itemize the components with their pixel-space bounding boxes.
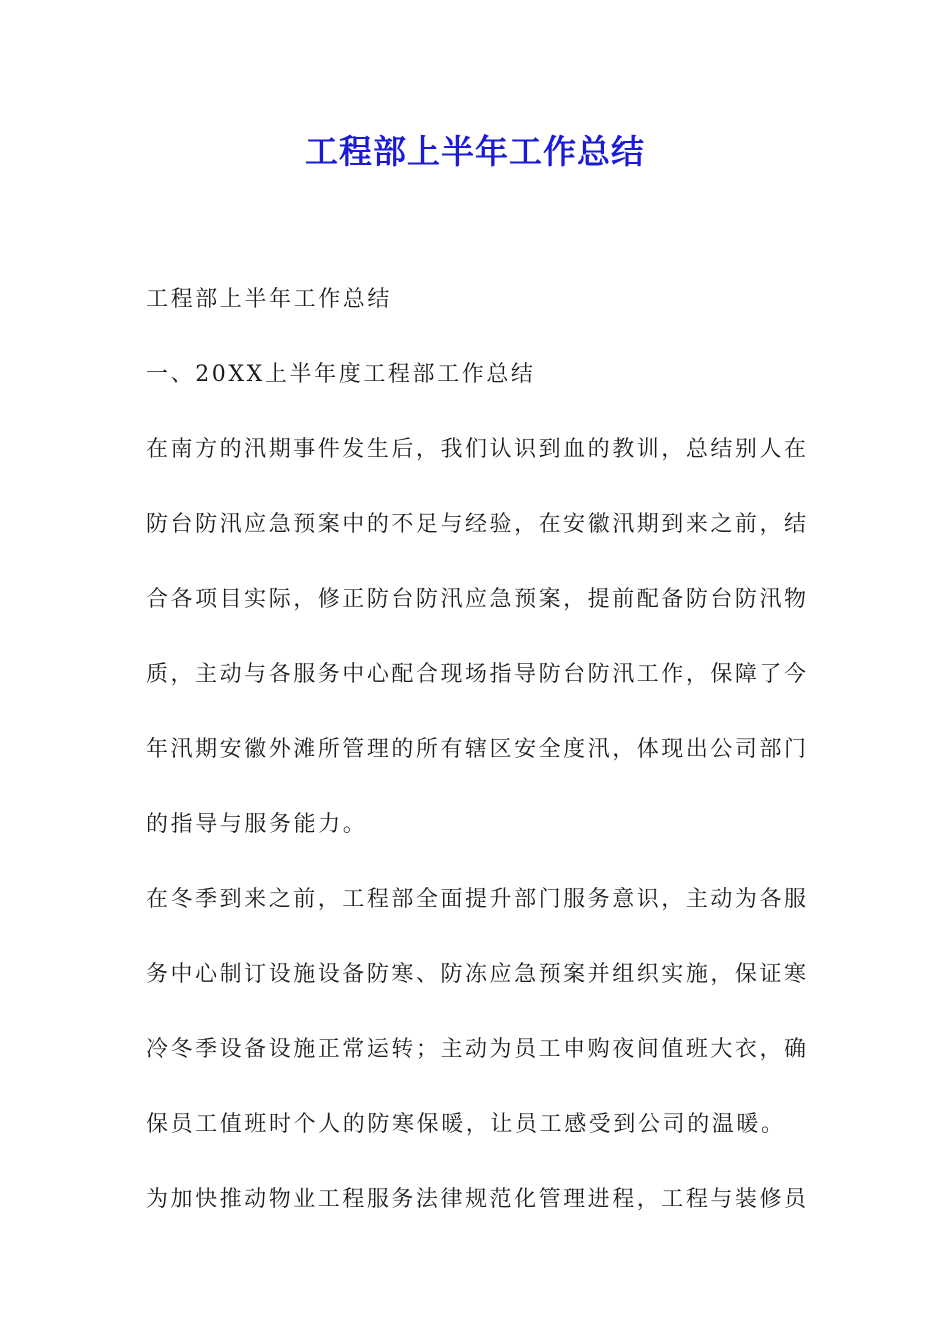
text-line: 工程部上半年工作总结 (146, 287, 393, 312)
text-line: 的指导与服务能力。 (146, 812, 368, 837)
document-body (146, 262, 806, 1237)
text-line: 为加快推动物业工程服务法律规范化管理进程，工程与装修员 (146, 1187, 806, 1212)
text-line: 在冬季到来之前，工程部全面提升部门服务意识，主动为各服 (146, 887, 806, 912)
text-line: 在南方的汛期事件发生后，我们认识到血的教训，总结别人在 (146, 437, 806, 462)
text-line: 质，主动与各服务中心配合现场指导防台防汛工作，保障了今 (146, 662, 806, 687)
text-line: 冷冬季设备设施正常运转；主动为员工申购夜间值班大衣，确 (146, 1037, 806, 1062)
text-line: 一、20XX上半年度工程部工作总结 (146, 362, 536, 387)
text-line: 年汛期安徽外滩所管理的所有辖区安全度汛，体现出公司部门 (146, 737, 806, 762)
text-line: 防台防汛应急预案中的不足与经验，在安徽汛期到来之前，结 (146, 512, 806, 537)
text-line: 合各项目实际，修正防台防汛应急预案，提前配备防台防汛物 (146, 587, 806, 612)
text-line: 保员工值班时个人的防寒保暖，让员工感受到公司的温暖。 (146, 1112, 786, 1137)
text-line: 务中心制订设施设备防寒、防冻应急预案并组织实施，保证寒 (146, 962, 806, 987)
document-title: 工程部上半年工作总结 (305, 132, 645, 171)
